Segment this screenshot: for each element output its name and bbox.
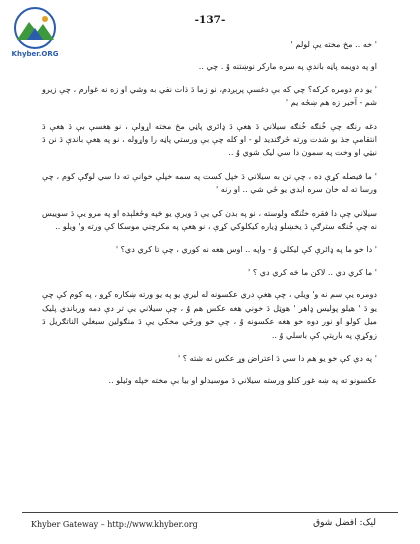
paragraph: عکسونو ته په ښه غور کتلو ورسته سيلاني دَ موسيدلو او بيا بې مخته خپله وئيلو .. — [108, 375, 377, 386]
footer-source: Khyber Gateway – http://www.khyber.org — [31, 520, 198, 529]
logo-text: Khyber.ORG — [11, 50, 59, 58]
paragraph: ' خه .. مخ مخته يې لولم ' — [290, 39, 377, 49]
paragraph: ' يو دم دومره کرکه؟ چي که بې دغسې پرېږدم، نو زما دَ ذات نفي به وشي او زه نه غوارم ، چې زيرو شم - آخير زه هم ښځه يم ' — [42, 83, 377, 108]
paragraph: دومره يې سم نه و' ويلي ، چې هغې دري عکسونه له ليرې يو په يو ورته ښکاره کړو ، په کوم کې چې يو دَ ' هيلو پوليس ډاهر ' هوټل دَ خوني هغه عکس هم وُ ، چې سيلاني يې تر دې دمه ورباندي پليک ميل کولو او نور دوه خو هغه عکسونه وُ ، چې خو ورځي مخکي يې دَ منګولين سبغلي الناتګريل دَ زوکړې په بارېتې کې باسلي وُ .. — [42, 289, 377, 340]
footer-author: ليک: افضل شوق — [313, 518, 376, 528]
footer-divider — [22, 512, 398, 513]
paragraph: ' ما کري دي .. لاکن ما څه کري دي ؟ ' — [248, 266, 377, 277]
paragraph: سيلاني چې دا فقره ختُنګه ولوسته ، نو په بدن کي يې دَ ويرې يو څپه وځغلېده او په مرو يې دَ سوييس نه چې خُنګه سترګې دَ يخښلو ډياره کيکلوکي کړې ، نو هغې په مکرچني موسکا کې ورته و' ويلو .. — [42, 207, 377, 232]
paragraph: او په دويمه پاڼه باندې په سره مارکر نوښتنه وُ . چي .. — [198, 61, 377, 72]
body-text — [42, 38, 377, 398]
paragraph: دغه رنګه چې خُنګه خُنګه سيلاني دَ هغې دَ ډائري پاڼي مخ مخته اړولې ، نو هغسې بې دَ هغې دَ انتقامې جذ بو شدت ورته ځرګنديد لو - او کله چې بې ورستي پاڼه را واړوله ، نو په هغې باندې دَ نن دَ نيټي او وخت په سمون دا سي ليک شوي وُ .. — [42, 120, 377, 158]
page-number: -137- — [194, 14, 226, 26]
paragraph: ' ما فيصله کړې ده ، چې نن به سيلاني دَ خپل کست په سمه خپلې خوانې ته دا سي لوګې کوم ، چې ورسا ته له خان سره ابدي يو ځي شي .. او رنه ' — [42, 170, 377, 195]
paragraph: ' په دې کې خو يو هم دا سي دَ اعتراض وړ عکس نه شته ؟ ' — [177, 352, 377, 363]
paragraph: ' دا خو ما په ډائرې کې ليکلي وُ - واپه .. اوس هغه نه کوري ، چې تا کري دي؟ ' — [115, 244, 377, 255]
